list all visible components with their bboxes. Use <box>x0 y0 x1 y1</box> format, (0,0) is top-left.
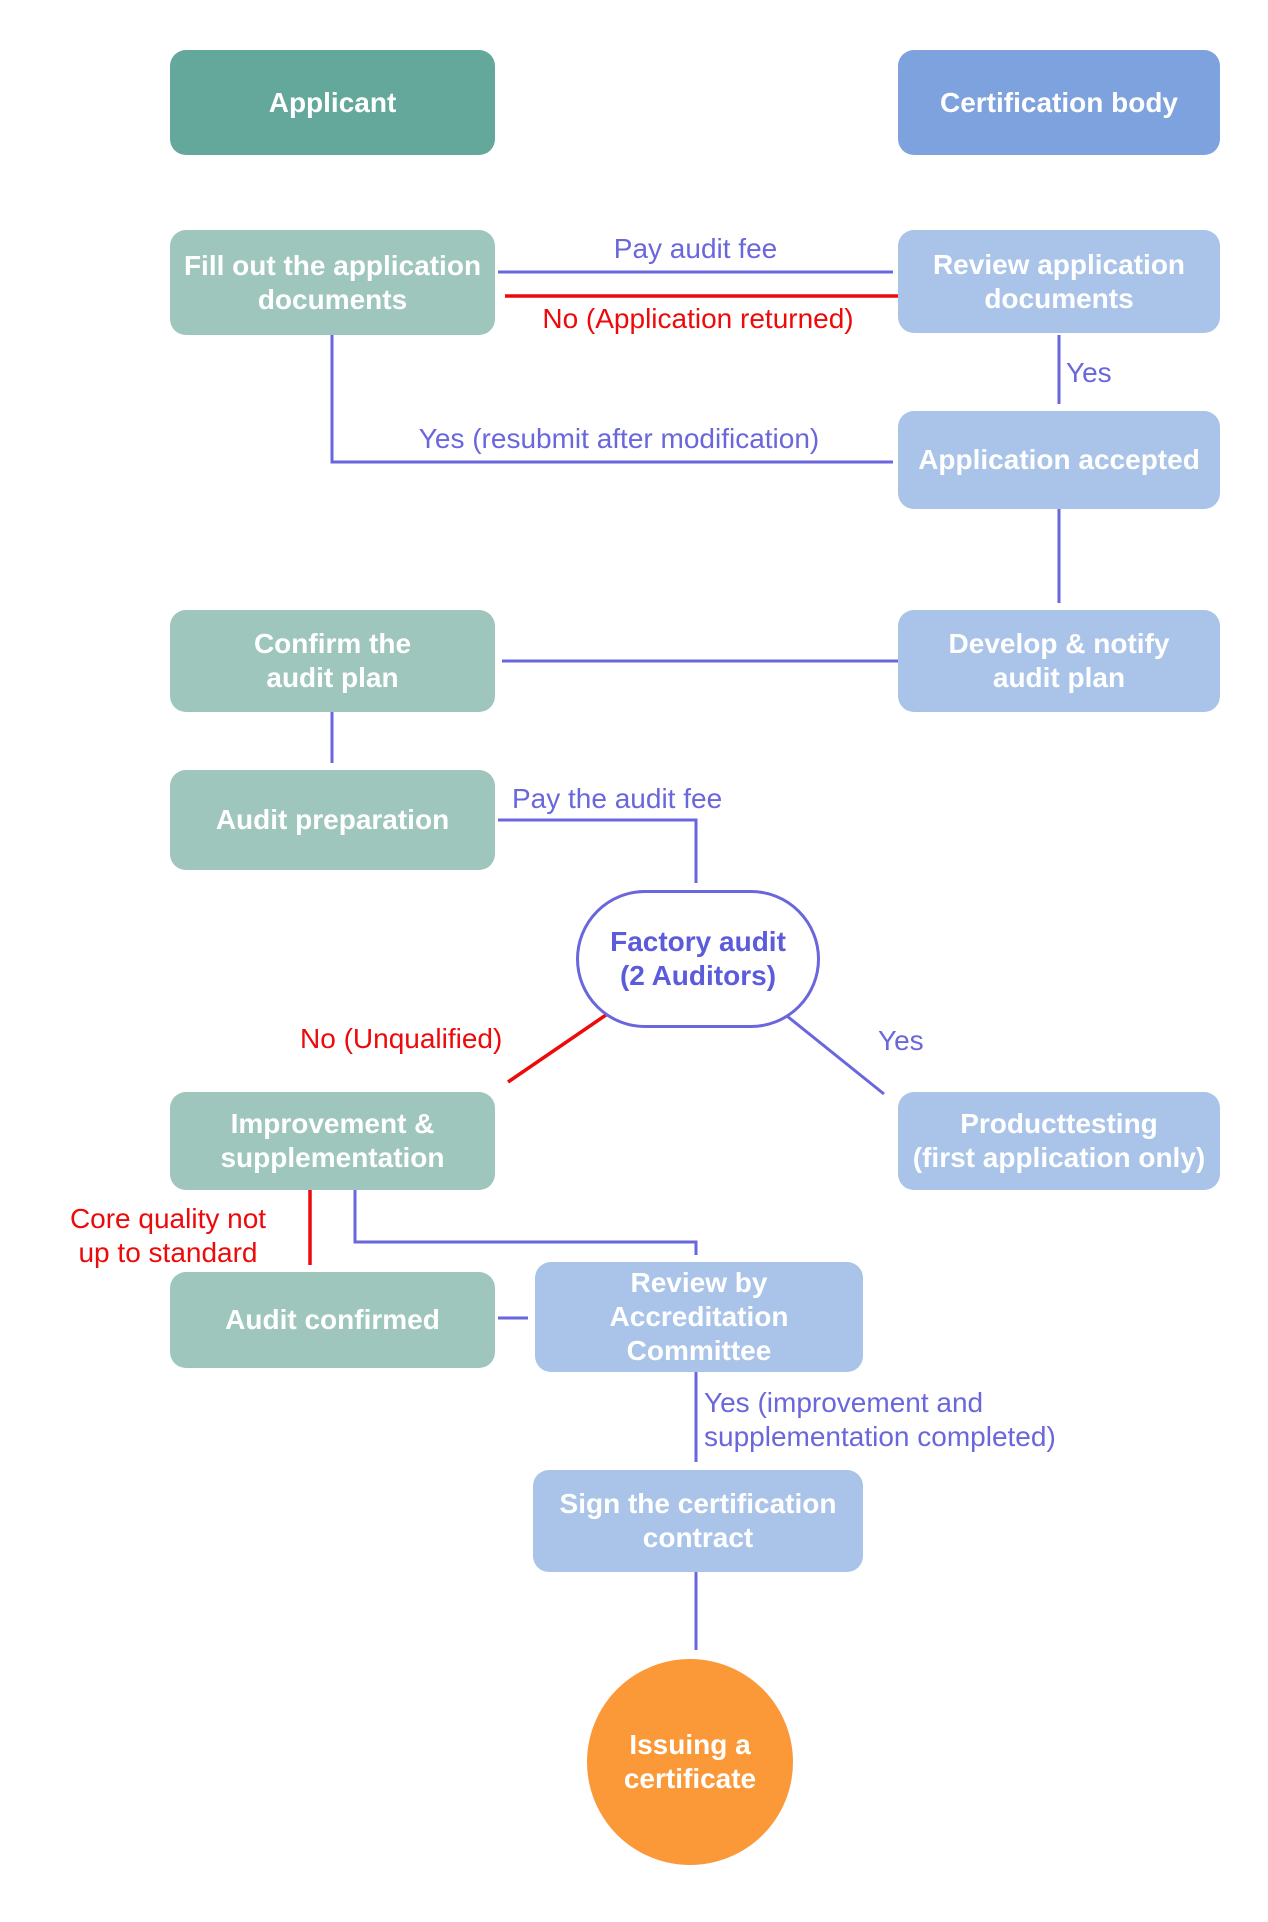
node-review-accreditation-committee <box>535 1262 863 1372</box>
header-applicant-label: Applicant <box>268 86 397 118</box>
node-line: Improvement & <box>230 1108 435 1139</box>
node-line: Producttesting <box>960 1108 1158 1139</box>
label-no-unqualified: No (Unqualified) <box>300 1023 503 1054</box>
label-yes-resubmit: Yes (resubmit after modification) <box>418 423 820 454</box>
node-review-application <box>898 230 1220 333</box>
header-certification-body-label: Certification body <box>939 86 1178 118</box>
label-line: Core quality not <box>69 1203 267 1234</box>
node-application-accepted <box>898 411 1220 509</box>
node-issuing-certificate <box>587 1659 793 1865</box>
node-line: Accreditation <box>609 1301 789 1332</box>
node-line: Develop & notify <box>948 628 1170 659</box>
node-line: supplementation <box>220 1142 445 1173</box>
node-line: (2 Auditors) <box>619 960 777 991</box>
node-line: Review by <box>630 1267 768 1298</box>
node-line: (first application only) <box>912 1142 1206 1173</box>
node-line: Issuing a <box>629 1729 751 1760</box>
label-no-application-returned: No (Application returned) <box>542 303 854 334</box>
node-line: documents <box>984 282 1134 314</box>
edge-pay-the-audit-fee <box>498 820 696 883</box>
node-line: Audit confirmed <box>225 1304 440 1335</box>
node-line: Committee <box>626 1335 772 1366</box>
label-line: supplementation completed) <box>704 1421 1056 1452</box>
edge-improvement-to-review <box>355 1190 696 1255</box>
node-line: Fill out the application <box>183 249 482 281</box>
node-develop-notify-audit-plan <box>898 610 1220 712</box>
node-line: Audit preparation <box>215 804 450 835</box>
node-line: Application accepted <box>918 444 1200 475</box>
node-line: audit plan <box>266 662 399 693</box>
header-applicant <box>170 50 495 155</box>
edge-yes-factory <box>772 1004 884 1094</box>
node-product-testing <box>898 1092 1220 1190</box>
label-yes-improvement <box>704 1386 1056 1454</box>
node-sign-certification-contract <box>533 1470 863 1572</box>
node-line: Review application <box>932 248 1186 280</box>
node-audit-preparation <box>170 770 495 870</box>
label-yes-factory: Yes <box>878 1025 924 1056</box>
node-factory-audit <box>576 890 820 1028</box>
node-line: documents <box>257 283 408 315</box>
label-line: up to standard <box>78 1237 258 1268</box>
label-pay-the-audit-fee: Pay the audit fee <box>512 783 723 814</box>
node-line: contract <box>642 1522 754 1553</box>
label-core-quality <box>48 1202 288 1270</box>
node-line: audit plan <box>992 662 1126 693</box>
header-certification-body <box>898 50 1220 155</box>
node-line: Sign the certification <box>559 1488 837 1519</box>
node-line: Factory audit <box>610 926 786 957</box>
node-confirm-audit-plan <box>170 610 495 712</box>
label-yes-review: Yes <box>1066 357 1112 388</box>
node-line: Confirm the <box>253 628 412 659</box>
node-line: certificate <box>623 1763 757 1794</box>
node-audit-confirmed <box>170 1272 495 1368</box>
node-fill-out-application <box>170 230 495 335</box>
node-improvement-supplementation <box>170 1092 495 1190</box>
label-pay-audit-fee: Pay audit fee <box>613 233 778 264</box>
label-line: Yes (improvement and <box>704 1387 984 1418</box>
